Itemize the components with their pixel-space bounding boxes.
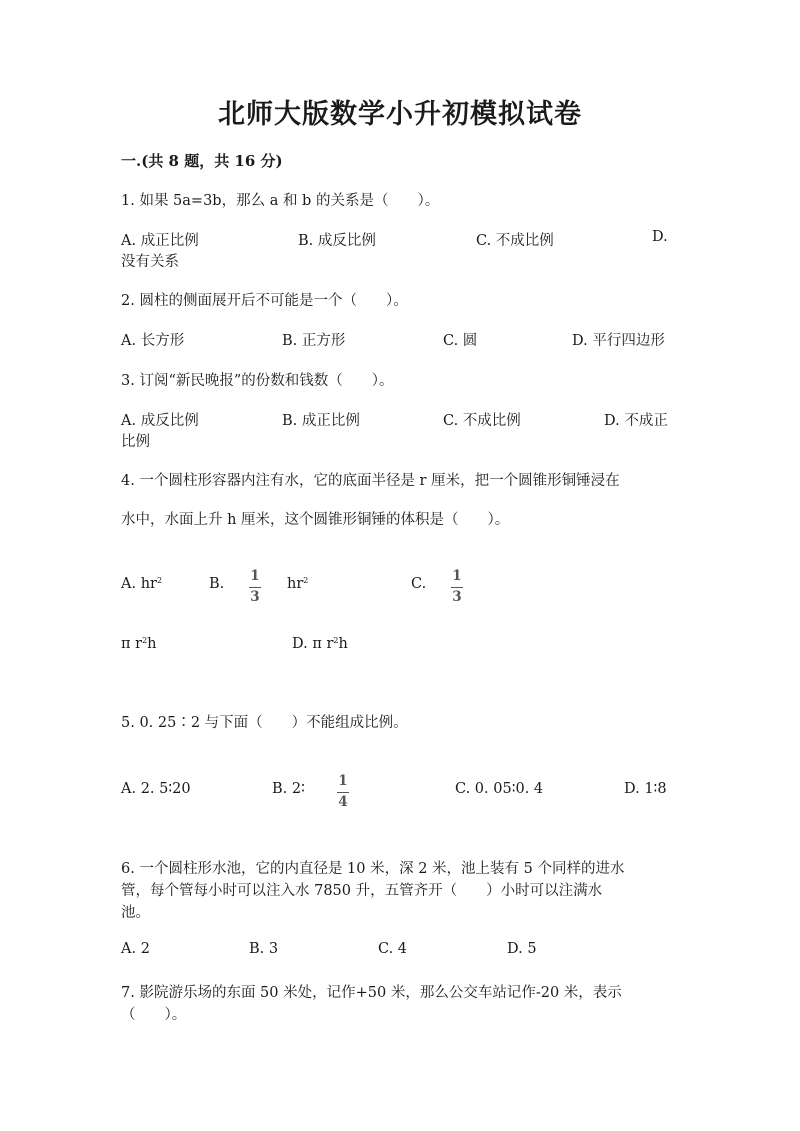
question-4-stem-line2: 水中，水面上升 h 厘米，这个圆锥形铜锤的体积是（ ）。: [121, 512, 510, 528]
question-5-option-a[interactable]: A. 2. 5∶20: [121, 781, 191, 797]
question-6-stem-line2: 管，每个管每小时可以注入水 7850 升，五管齐开（ ）小时可以注满水: [121, 883, 603, 899]
question-1-option-c[interactable]: C. 不成比例: [476, 233, 554, 249]
question-6-option-b[interactable]: B. 3: [249, 941, 279, 957]
question-2-option-d[interactable]: D. 平行四边形: [572, 333, 665, 349]
question-3-option-d-cont[interactable]: 比例: [121, 434, 150, 450]
question-5-stem: 5. 0. 25∶2 与下面（ ）不能组成比例。: [121, 715, 408, 731]
question-4-option-c-label[interactable]: C.: [411, 576, 427, 592]
question-2-option-b[interactable]: B. 正方形: [282, 333, 346, 349]
question-1-option-d-label[interactable]: D.: [652, 229, 668, 245]
question-6-stem-line3: 池。: [121, 905, 150, 921]
question-4-option-a[interactable]: A. $hr^2$: [121, 576, 163, 592]
question-3-option-a[interactable]: A. 成反比例: [121, 413, 199, 429]
question-6-option-c[interactable]: C. 4: [378, 941, 408, 957]
question-5-option-b-label[interactable]: B. 2∶: [272, 781, 305, 797]
question-2-option-a[interactable]: A. 长方形: [121, 333, 185, 349]
question-3-option-c[interactable]: C. 不成比例: [443, 413, 521, 429]
question-4-option-b-label[interactable]: B.: [209, 576, 225, 592]
question-3-stem: 3. 订阅“新民晚报”的份数和钱数（ ）。: [121, 373, 394, 389]
question-3-option-b[interactable]: B. 成正比例: [282, 413, 360, 429]
question-4-stem-line1: 4. 一个圆柱形容器内注有水，它的底面半径是 r 厘米，把一个圆锥形铜锤浸在: [121, 473, 620, 489]
question-5-option-d[interactable]: D. 1∶8: [624, 781, 667, 797]
question-4-option-c-expression[interactable]: π $r^2h$: [121, 636, 157, 652]
question-2-stem: 2. 圆柱的侧面展开后不可能是一个（ ）。: [121, 293, 408, 309]
question-4-option-b-fraction: 1 3: [250, 568, 260, 605]
question-5-option-b-fraction: 1 4: [338, 773, 348, 810]
page-title: 北师大版数学小升初模拟试卷: [218, 99, 582, 130]
question-4-option-c-fraction: 1 3: [452, 568, 462, 605]
question-4-option-b-expression[interactable]: $hr^2$: [287, 576, 309, 592]
section-heading: 一.(共 8 题，共 16 分): [121, 152, 283, 170]
question-4-option-d[interactable]: D. π $r^2h$: [292, 636, 348, 652]
question-3-option-d[interactable]: D. 不成正: [604, 413, 668, 429]
question-7-stem-line2: （ ）。: [121, 1007, 187, 1023]
question-7-stem-line1: 7. 影院游乐场的东面 50 米处，记作+50 米，那么公交车站记作-20 米，表示: [121, 985, 622, 1001]
question-1-option-a[interactable]: A. 成正比例: [121, 233, 199, 249]
question-6-option-d[interactable]: D. 5: [507, 941, 537, 957]
question-2-option-c[interactable]: C. 圆: [443, 333, 478, 349]
question-6-option-a[interactable]: A. 2: [121, 941, 150, 957]
question-5-option-c[interactable]: C. 0. 05∶0. 4: [455, 781, 544, 797]
question-1-option-b[interactable]: B. 成反比例: [298, 233, 376, 249]
question-1-stem: 1. 如果 5a=3b，那么 a 和 b 的关系是（ ）。: [121, 193, 440, 209]
question-6-stem-line1: 6. 一个圆柱形水池，它的内直径是 10 米，深 2 米，池上装有 5 个同样的进水: [121, 861, 625, 877]
question-1-option-d-text[interactable]: 没有关系: [121, 254, 179, 270]
